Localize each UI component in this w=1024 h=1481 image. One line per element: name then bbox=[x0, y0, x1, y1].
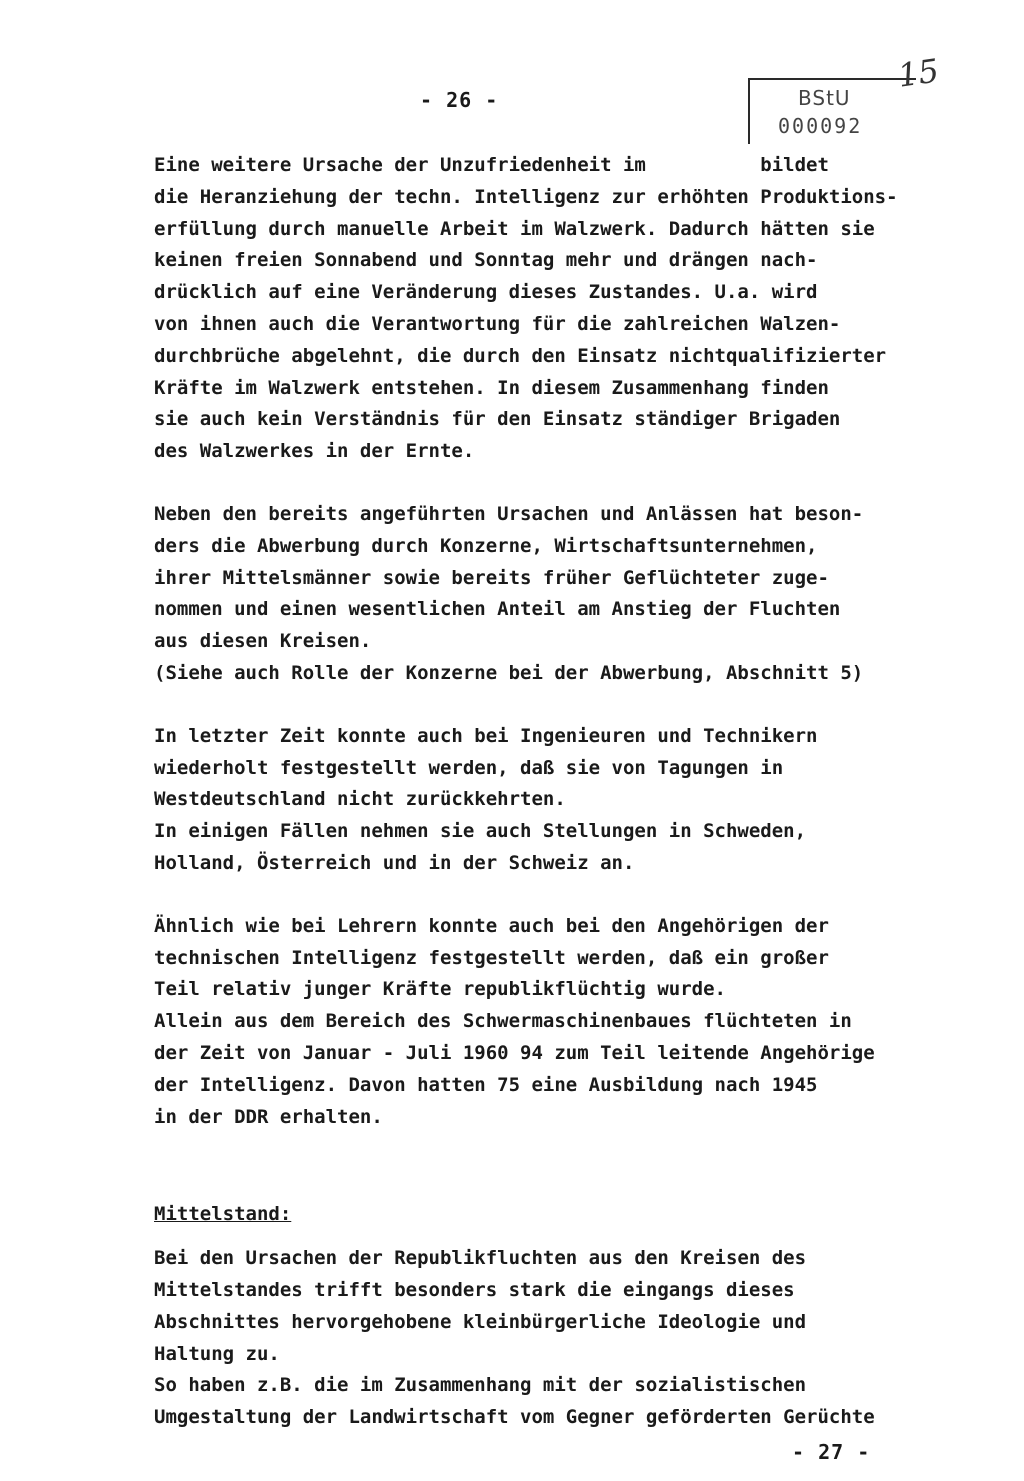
text-line: Eine weitere Ursache der Unzufriedenheit im bildet bbox=[154, 154, 829, 176]
text-line: der Intelligenz. Davon hatten 75 eine Ausbildung nach 1945 bbox=[154, 1073, 818, 1096]
text-line: durchbrüche abgelehnt, die durch den Einsatz nichtqualifizierter bbox=[154, 344, 887, 367]
text-line: technischen Intelligenz festgestellt werden, daß ein großer bbox=[154, 946, 829, 969]
text-line: Abschnittes hervorgehobene kleinbürgerliche Ideologie und bbox=[154, 1310, 807, 1333]
text-line: Kräfte im Walzwerk entstehen. In diesem Zusammenhang finden bbox=[154, 376, 829, 399]
paragraph-4 bbox=[154, 911, 994, 1134]
stamp-number: 000092 bbox=[778, 114, 863, 138]
text-line: Teil relativ junger Kräfte republikflüchtig wurde. bbox=[154, 978, 726, 1001]
section-heading: Mittelstand: bbox=[154, 1203, 292, 1226]
text-line: So haben z.B. die im Zusammenhang mit der sozialistischen bbox=[154, 1374, 807, 1397]
text-line: ders die Abwerbung durch Konzerne, Wirtschaftsunternehmen, bbox=[154, 534, 818, 557]
text-line: aus diesen Kreisen. bbox=[154, 630, 372, 653]
text-line: Westdeutschland nicht zurückkehrten. bbox=[154, 788, 566, 811]
text-line: In einigen Fällen nehmen sie auch Stellungen in Schweden, bbox=[154, 820, 807, 843]
text-line: Mittelstandes trifft besonders stark die eingangs dieses bbox=[154, 1278, 795, 1301]
stamp-label: BStU bbox=[798, 86, 851, 110]
text-line: Neben den bereits angeführten Ursachen und Anlässen hat beson- bbox=[154, 502, 864, 525]
text-line: Haltung zu. bbox=[154, 1342, 280, 1365]
paragraph-3 bbox=[154, 721, 994, 880]
paragraph-1 bbox=[154, 150, 994, 468]
text-line: sie auch kein Verständnis für den Einsatz ständiger Brigaden bbox=[154, 408, 841, 431]
text-line: nommen und einen wesentlichen Anteil am Anstieg der Fluchten bbox=[154, 598, 841, 621]
section-mittelstand bbox=[154, 1199, 994, 1434]
text-line: In letzter Zeit konnte auch bei Ingenieuren und Technikern bbox=[154, 724, 818, 747]
text-line: des Walzwerkes in der Ernte. bbox=[154, 440, 475, 463]
text-line: Bei den Ursachen der Republikfluchten aus den Kreisen des bbox=[154, 1247, 807, 1270]
page-number: - 26 - bbox=[420, 88, 499, 112]
text-line: (Siehe auch Rolle der Konzerne bei der Abwerbung, Abschnitt 5) bbox=[154, 661, 864, 684]
text-line: drücklich auf eine Veränderung dieses Zustandes. U.a. wird bbox=[154, 281, 818, 304]
text-line: keinen freien Sonnabend und Sonntag mehr und drängen nach- bbox=[154, 249, 818, 272]
paragraph-2 bbox=[154, 499, 994, 690]
handwritten-mark: 15 bbox=[895, 51, 942, 95]
document-body bbox=[154, 150, 994, 1434]
text-line: Holland, Österreich und in der Schweiz an. bbox=[154, 851, 635, 874]
text-line: der Zeit von Januar - Juli 1960 94 zum Teil leitende Angehörige bbox=[154, 1041, 875, 1064]
archive-stamp bbox=[748, 78, 916, 144]
text-line: erfüllung durch manuelle Arbeit im Walzwerk. Dadurch hätten sie bbox=[154, 217, 875, 240]
next-page-number: - 27 - bbox=[792, 1440, 871, 1464]
text-line: die Heranziehung der techn. Intelligenz zur erhöhten Produktions- bbox=[154, 185, 898, 208]
text-line: Allein aus dem Bereich des Schwermaschinenbaues flüchteten in bbox=[154, 1010, 852, 1033]
text-line: wiederholt festgestellt werden, daß sie von Tagungen in bbox=[154, 756, 784, 779]
text-line: ihrer Mittelsmänner sowie bereits früher Geflüchteter zuge- bbox=[154, 566, 829, 589]
text-line: Ähnlich wie bei Lehrern konnte auch bei den Angehörigen der bbox=[154, 914, 829, 937]
text-line: Umgestaltung der Landwirtschaft vom Gegner geförderten Gerüchte bbox=[154, 1406, 875, 1429]
text-line: in der DDR erhalten. bbox=[154, 1105, 383, 1128]
text-line: von ihnen auch die Verantwortung für die zahlreichen Walzen- bbox=[154, 312, 841, 335]
